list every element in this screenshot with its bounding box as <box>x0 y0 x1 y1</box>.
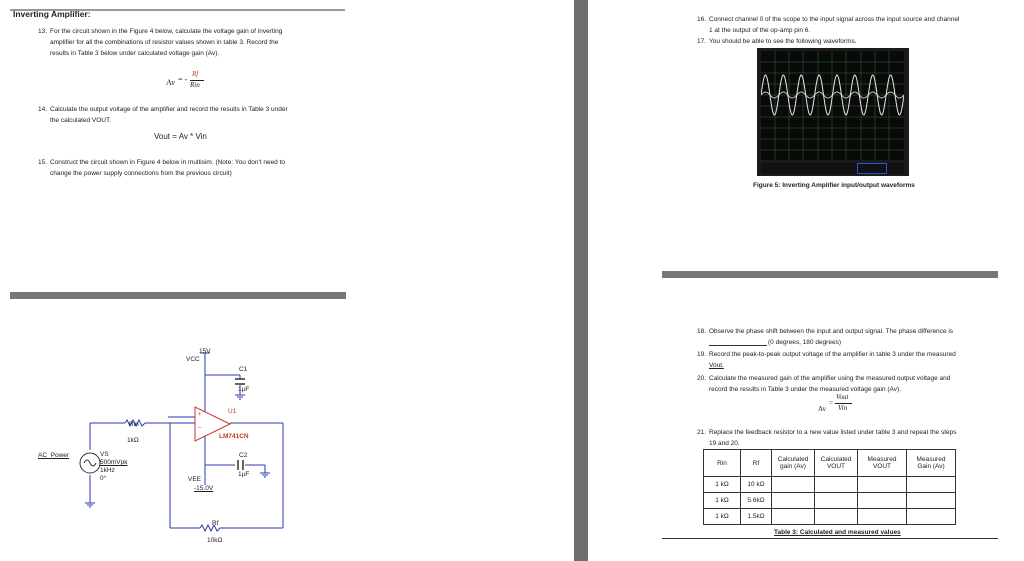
step-21-line-1: Replace the feedback resistor to a new value listed under table 3 and repeat the steps <box>709 429 957 436</box>
table-cell[interactable] <box>772 509 815 525</box>
table-cell: 5.6kΩ <box>741 493 772 509</box>
gain-formula-lhs: Av <box>166 78 176 87</box>
measured-gain-formula <box>818 393 868 417</box>
table-cell[interactable] <box>772 493 815 509</box>
step-17-text: You should be able to see the following waveforms. <box>709 38 857 45</box>
scope-selected-channel <box>857 163 887 174</box>
vs-phase: 0° <box>100 475 107 482</box>
scope-screen <box>761 51 904 160</box>
phase-answer-blank[interactable] <box>709 345 767 346</box>
gain-formula-eq: = - <box>178 75 188 84</box>
table-cell: 10 kΩ <box>741 477 772 493</box>
results-table <box>703 449 956 525</box>
table-cell[interactable] <box>815 493 858 509</box>
vs-amplitude: 500mVpk <box>100 459 128 466</box>
step-18-line-1: Observe the phase shift between the input and output signal. The phase difference is <box>709 328 954 335</box>
table-caption-rule <box>662 538 998 539</box>
step-14-line-2: the calculated VOUT. <box>50 117 112 124</box>
step-19-line-2: Vout. <box>709 362 724 369</box>
scope-readout-bar <box>761 163 904 174</box>
page-divider-left <box>10 292 346 299</box>
vout-formula: Vout = Av * Vin <box>154 132 207 141</box>
rin-value: 1kΩ <box>127 437 139 444</box>
c2-label: C2 <box>239 452 248 459</box>
step-16-number: 16. <box>697 16 707 23</box>
table-header-meas-gain: Measured Gain (Av) <box>907 450 956 477</box>
vcc-label: VCC <box>186 356 200 363</box>
ac-power-label[interactable]: AC_Power <box>38 452 70 459</box>
vs-frequency: 1kHz <box>100 467 115 474</box>
step-13-number: 13. <box>38 28 48 35</box>
step-15-number: 15. <box>38 159 48 166</box>
step-15-line-1: Construct the circuit shown in Figure 4 below in multisim. (Note: You don't need to <box>50 159 285 166</box>
table-header-row <box>704 450 956 477</box>
circuit-schematic <box>75 345 290 550</box>
step-19-number: 19. <box>697 351 707 358</box>
table-header-rf: Rf <box>741 450 772 477</box>
measured-gain-lhs: Av <box>818 405 827 413</box>
measured-gain-den: Vin <box>838 404 848 412</box>
measured-gain-eq: = <box>829 399 833 407</box>
c1-label: C1 <box>239 366 248 373</box>
gain-formula-den: Rin <box>190 81 200 89</box>
u1-label: U1 <box>228 408 237 415</box>
table-cell[interactable] <box>858 477 907 493</box>
rf-label: Rf <box>212 520 219 527</box>
step-14-number: 14. <box>38 106 48 113</box>
rin-label: Rin <box>129 421 139 428</box>
step-21-number: 21. <box>697 429 707 436</box>
step-14-line-1: Calculate the output voltage of the amplifier and record the results in Table 3 under <box>50 106 288 113</box>
table-row <box>704 477 956 493</box>
vee-label: VEE <box>188 476 202 483</box>
step-18-number: 18. <box>697 328 707 335</box>
table-header-calc-gain: Calculated gain (Av) <box>772 450 815 477</box>
vcc-value: 15V <box>199 348 211 355</box>
table-cell[interactable] <box>858 493 907 509</box>
c2-value: 1µF <box>238 471 250 478</box>
page-divider-right <box>662 271 998 278</box>
step-18-line-2: (0 degrees, 180 degrees) <box>768 339 841 346</box>
step-21-line-2: 19 and 20. <box>709 440 740 447</box>
step-13-line-3: results in Table 3 below under calculated voltage gain (Av). <box>50 50 220 57</box>
gain-formula <box>166 70 226 94</box>
figure-5-caption: Figure 5: Inverting Amplifier input/output waveforms <box>753 182 915 189</box>
vs-label: VS <box>100 451 109 458</box>
measured-gain-num: Vout <box>836 393 849 401</box>
step-13-line-1: For the circuit shown in the Figure 4 below, calculate the voltage gain of inverting <box>50 28 283 35</box>
table-cell[interactable] <box>772 477 815 493</box>
rf-value: 10kΩ <box>207 537 223 544</box>
table-cell[interactable] <box>815 477 858 493</box>
step-19-line-1: Record the peak-to-peak output voltage of the amplifier in table 3 under the measured <box>709 351 956 358</box>
step-20-line-2: record the results in Table 3 under the measured voltage gain (Av). <box>709 386 901 393</box>
table-header-meas-vout: Measured VOUT <box>858 450 907 477</box>
opamp-model: LM741CN <box>219 433 249 440</box>
section-heading: Inverting Amplifier: <box>13 9 91 19</box>
step-16-line-2: 1 at the output of the op-amp pin 6. <box>709 27 811 34</box>
step-15-line-2: change the power supply connections from the previous circuit) <box>50 170 232 177</box>
step-20-number: 20. <box>697 375 707 382</box>
opamp-plus: + <box>198 412 202 418</box>
opamp-minus: – <box>198 425 202 431</box>
table-cell[interactable] <box>907 477 956 493</box>
table-3-caption: Table 3: Calculated and measured values <box>774 529 901 536</box>
step-16-line-1: Connect channel 0 of the scope to the input signal across the input source and channel <box>709 16 960 23</box>
table-cell: 1.5kΩ <box>741 509 772 525</box>
gain-formula-num: Rf <box>192 70 199 78</box>
table-cell: 1 kΩ <box>704 493 741 509</box>
table-header-rin: Rin <box>704 450 741 477</box>
table-row <box>704 509 956 525</box>
c1-value: 1µF <box>238 386 250 393</box>
table-cell[interactable] <box>907 509 956 525</box>
page-separator <box>574 0 588 561</box>
scope-screenshot <box>757 48 909 176</box>
scope-waveforms <box>761 51 904 160</box>
table-cell[interactable] <box>907 493 956 509</box>
table-cell: 1 kΩ <box>704 509 741 525</box>
table-cell: 1 kΩ <box>704 477 741 493</box>
table-row <box>704 493 956 509</box>
step-20-line-1: Calculate the measured gain of the amplifier using the measured output voltage and <box>709 375 951 382</box>
table-header-calc-vout: Calculated VOUT <box>815 450 858 477</box>
step-13-line-2: amplifier for all the combinations of resistor values shown in table 3. Record the <box>50 39 279 46</box>
step-17-number: 17. <box>697 38 707 45</box>
table-cell[interactable] <box>858 509 907 525</box>
table-cell[interactable] <box>815 509 858 525</box>
vee-value: -15.0V <box>194 485 214 492</box>
